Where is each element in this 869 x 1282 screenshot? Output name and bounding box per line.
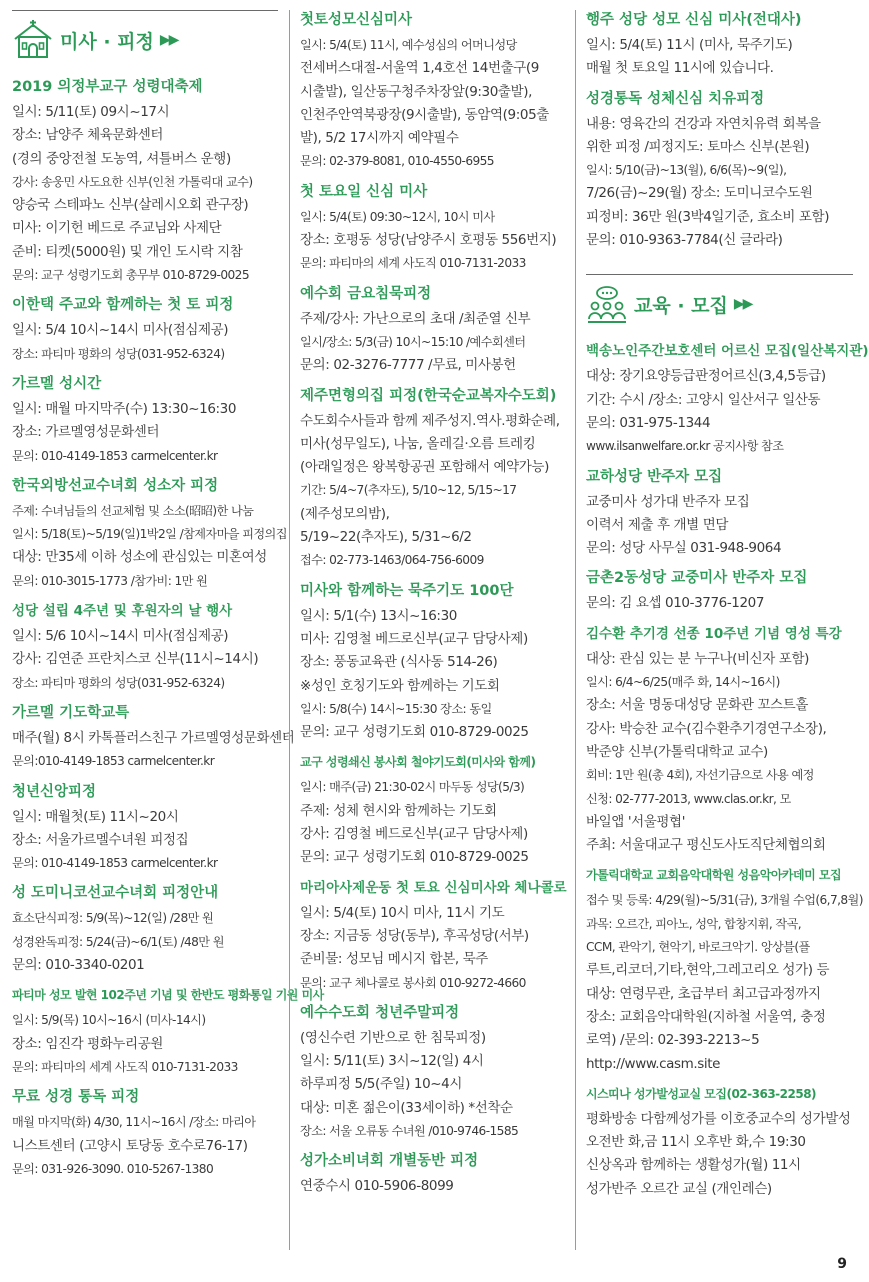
listing-title: 시스띠나 성가발성교실 모집(02-363-2258) bbox=[586, 1086, 817, 1101]
listing-item bbox=[586, 467, 853, 561]
listing-line: 문의: 성당 사무실 031-948-9064 bbox=[586, 540, 782, 557]
listing-line: 주최: 서울대교구 평신도사도직단체협의회 bbox=[586, 837, 826, 854]
listing-title: 성경통독 성체신심 치유피정 bbox=[586, 90, 765, 107]
listing-line: 문의: 031-975-1344 bbox=[586, 414, 711, 431]
listing-line: 문의: 교구 성령기도회 010-8729-0025 bbox=[300, 849, 529, 866]
listing-line: 장소: 임진각 평화누리공원 bbox=[12, 1035, 163, 1052]
column-2 bbox=[289, 10, 573, 1250]
listing-title: 성가소비녀회 개별동반 피정 bbox=[300, 1153, 479, 1170]
listing-title: 첫 토요일 신심 미사 bbox=[300, 183, 428, 200]
double-arrow-icon: ▶▶ bbox=[159, 32, 178, 48]
col3-items bbox=[586, 341, 869, 1201]
listing-line: 기간: 5/4~7(추자도), 5/10~12, 5/15~17 bbox=[300, 483, 517, 498]
listing-line: www.ilsanwelfare.or.kr 공지사항 참조 bbox=[586, 439, 784, 454]
listing-line: 피정비: 36만 원(3박4일기준, 효소비 포함) bbox=[586, 208, 830, 225]
listing-title: 성당 설립 4주년 및 후원자의 날 행사 bbox=[12, 603, 233, 620]
listing-line: 장소: 남양주 체육문화센터 bbox=[12, 127, 163, 144]
col1-items bbox=[12, 77, 324, 1181]
listing-line: 대상: 관심 있는 분 누구나(비신자 포함) bbox=[586, 650, 809, 667]
listing-line: 강사: 김연준 프란치스코 신부(11시~14시) bbox=[12, 651, 259, 668]
listing-title: 백송노인주간보호센터 어르신 모집(일산복지관) bbox=[586, 343, 869, 360]
listing-line: 일시: 매월 마지막주(수) 13:30~16:30 bbox=[12, 400, 237, 417]
listing-line: 접수: 02-773-1463/064-756-6009 bbox=[300, 553, 484, 568]
listing-item bbox=[586, 568, 853, 615]
listing-item bbox=[300, 581, 573, 745]
listing-line: 회비: 1만 원(총 4회), 자선기금으로 사용 예정 bbox=[586, 768, 814, 783]
listing-line: 장소: 파티마 평화의 성당(031-952-6324) bbox=[12, 675, 225, 690]
listing-line: 문의: 파티마의 세계 사도직 010-7131-2033 bbox=[12, 1059, 238, 1074]
listing-line: 박준양 신부(가톨릭대학교 교수) bbox=[586, 743, 768, 760]
listing-line: 일시: 5/1(수) 13시~16:30 bbox=[300, 607, 457, 624]
listing-line: 미사(성무일도), 나눔, 올레길·오름 트레킹 bbox=[300, 435, 536, 452]
listing-line: 강사: 박승찬 교수(김수환추기경연구소장), bbox=[586, 720, 827, 737]
section-title: 교육 · 모집 bbox=[634, 294, 728, 317]
listing-title: 교구 성령쇄신 봉사회 철야기도회(미사와 함께) bbox=[300, 755, 536, 770]
listing-line: 문의: 파티마의 세계 사도직 010-7131-2033 bbox=[300, 256, 526, 271]
listing-line: ※성인 호칭기도와 함께하는 기도회 bbox=[300, 677, 500, 694]
listing-title: 마리아사제운동 첫 토요 신심미사와 체나콜로 bbox=[300, 879, 567, 896]
col2-items bbox=[300, 10, 573, 1199]
listing-title: 미사와 함께하는 묵주기도 100단 bbox=[300, 582, 514, 599]
listing-item bbox=[300, 1151, 573, 1198]
listing-title: 가르멜 기도학교특 bbox=[12, 704, 130, 721]
listing-line: 장소: 서울 명동대성당 문화관 꼬스트홀 bbox=[586, 697, 808, 714]
listing-title: 예수수도회 청년주말피정 bbox=[300, 1004, 460, 1021]
listing-line: (제주성모의밤), bbox=[300, 505, 390, 522]
listing-line: 장소: 서울가르멜수녀원 피정집 bbox=[12, 831, 189, 848]
listing-title: 한국외방선교수녀회 성소자 피정 bbox=[12, 477, 219, 494]
listing-item bbox=[300, 10, 573, 174]
col3-top-items bbox=[586, 10, 853, 252]
listing-title: 행주 성당 성모 신심 미사(전대사) bbox=[586, 12, 802, 28]
listing-line: 양승국 스테파노 신부(살레시오회 관구장) bbox=[12, 197, 249, 214]
listing-line: 대상: 장기요양등급판정어르신(3,4,5등급) bbox=[586, 368, 826, 385]
listing-line: 주제: 수녀님들의 선교체험 및 소소(昭昭)한 나눔 bbox=[12, 503, 254, 518]
listing-line: 매월 첫 토요일 11시에 있습니다. bbox=[586, 60, 774, 77]
listing-line: 일시: 5/6 10시~14시 미사(점심제공) bbox=[12, 628, 229, 645]
listing-line: 장소: 파티마 평화의 성당(031-952-6324) bbox=[12, 346, 225, 361]
column-1 bbox=[6, 10, 324, 1250]
listing-item bbox=[12, 703, 295, 774]
listing-item bbox=[586, 89, 853, 253]
listing-line: 루트,리코더,기타,현악,그레고리오 성가) 등 bbox=[586, 962, 830, 979]
listing-line: (경의 중앙전철 도농역, 셔틀버스 운행) bbox=[12, 150, 231, 167]
listing-line: 일시: 5/11(토) 3시~12(일) 4시 bbox=[300, 1053, 484, 1070]
listing-item bbox=[12, 883, 278, 977]
listing-line: 문의: 031-926-3090. 010-5267-1380 bbox=[12, 1161, 214, 1176]
listing-line: http://www.casm.site bbox=[586, 1055, 721, 1072]
listing-title: 첫토성모신심미사 bbox=[300, 12, 413, 28]
listing-item bbox=[300, 386, 573, 573]
listing-line: 일시: 5/4(토) 11시 (미사, 묵주기도) bbox=[586, 37, 793, 53]
listing-line: 일시: 5/11(토) 09시~17시 bbox=[12, 104, 170, 120]
listing-line: 일시: 5/4(토) 11시, 예수성심의 어머니성당 bbox=[300, 38, 517, 52]
listing-item bbox=[12, 374, 278, 468]
listing-title: 가톨릭대학교 교회음악대학원 성음악아카데미 모집 bbox=[586, 868, 842, 883]
listing-item bbox=[12, 985, 324, 1079]
listing-line: 미사: 김영철 베드로신부(교구 담당사제) bbox=[300, 630, 528, 647]
spacer bbox=[586, 260, 853, 274]
listing-line: 일시: 6/4~6/25(매주 화, 14시~16시) bbox=[586, 675, 780, 690]
listing-line: 성가반주 오르간 교실 (개인레슨) bbox=[586, 1180, 772, 1197]
double-arrow-icon: ▶▶ bbox=[733, 296, 752, 313]
listing-line: 문의: 010-4149-1853 carmelcenter.kr bbox=[12, 856, 218, 871]
listing-line: 일시: 매월첫(토) 11시~20시 bbox=[12, 808, 179, 825]
listing-line: 위한 피정 /피정지도: 토마스 신부(본원) bbox=[586, 138, 810, 155]
listing-item bbox=[12, 295, 278, 366]
listing-title: 청년신앙피정 bbox=[12, 783, 97, 800]
listing-line: 대상: 미혼 젊은이(33세이하) *선착순 bbox=[300, 1099, 513, 1116]
listing-item bbox=[300, 284, 573, 378]
listing-title: 2019 의정부교구 성령대축제 bbox=[12, 79, 203, 95]
listing-line: 수도회수사들과 함께 제주성지.역사.평화순례, bbox=[300, 412, 560, 429]
listing-line: 오전반 화,금 11시 오후반 화,수 19:30 bbox=[586, 1134, 806, 1151]
listing-line: 문의: 교구 성령기도회 010-8729-0025 bbox=[300, 724, 529, 741]
listing-item bbox=[12, 782, 278, 876]
listing-line: (아래일정은 왕복항공권 포함해서 예약가능) bbox=[300, 459, 549, 476]
listing-line: 발), 5/2 17시까지 예약필수 bbox=[300, 130, 459, 147]
listing-line: 주제/강사: 가난으로의 초대 /최준열 신부 bbox=[300, 310, 531, 327]
listing-title: 무료 성경 통독 피정 bbox=[12, 1089, 140, 1106]
listing-line: 주제: 성체 현시와 함께하는 기도회 bbox=[300, 802, 497, 819]
listing-title: 금촌2동성당 교중미사 반주자 모집 bbox=[586, 570, 808, 587]
listing-line: 7/26(금)~29(월) 장소: 도미니코수도원 bbox=[586, 185, 813, 202]
listing-line: 효소단식피정: 5/9(목)~12(일) /28만 원 bbox=[12, 911, 214, 926]
section-header-mass-retreat bbox=[12, 10, 278, 63]
listing-line: 매주(월) 8시 카톡플러스친구 가르멜영성문화센터 bbox=[12, 729, 295, 746]
listing-item bbox=[12, 1087, 278, 1181]
listing-item bbox=[300, 752, 573, 869]
listing-line: 문의: 010-9363-7784(신 글라라) bbox=[586, 232, 783, 249]
listing-line: 문의: 010-3340-0201 bbox=[12, 957, 145, 974]
listing-line: 연중수시 010-5906-8099 bbox=[300, 1178, 454, 1195]
listing-item bbox=[12, 476, 287, 593]
listing-line: 장소: 호평동 성당(남양주시 호평동 556번지) bbox=[300, 232, 557, 249]
listing-line: 전세버스대절-서울역 1,4호선 14번출구(9 bbox=[300, 60, 539, 77]
listing-line: 성경완독피정: 5/24(금)~6/1(토) /48만 원 bbox=[12, 934, 224, 949]
listing-line: 매월 마지막(화) 4/30, 11시~16시 /장소: 마리아 bbox=[12, 1115, 256, 1130]
listing-line: 신상옥과 함께하는 생활성가(월) 11시 bbox=[586, 1157, 801, 1174]
listing-item bbox=[300, 878, 573, 995]
listing-line: 신청: 02-777-2013, www.clas.or.kr, 모 bbox=[586, 791, 791, 806]
listing-line: 일시: 5/4 10시~14시 미사(점심제공) bbox=[12, 322, 229, 339]
listing-title: 교하성당 반주자 모집 bbox=[586, 468, 723, 485]
listing-item bbox=[586, 10, 853, 81]
column-3 bbox=[575, 10, 869, 1250]
listing-line: 미사: 이기헌 베드로 주교님와 사제단 bbox=[12, 220, 222, 237]
listing-line: 문의: 김 요셉 010-3776-1207 bbox=[586, 595, 765, 612]
listing-line: (영신수련 기반으로 한 침묵피정) bbox=[300, 1029, 486, 1046]
listing-line: 접수 및 등록: 4/29(월)~5/31(금), 3개월 수업(6,7,8월) bbox=[586, 893, 863, 908]
listing-line: 바일앱 '서울평협' bbox=[586, 813, 686, 830]
listing-line: 장소: 교회음악대학원(지하철 서울역, 충정 bbox=[586, 1008, 826, 1025]
listing-line: 하루피정 5/5(주일) 10~4시 bbox=[300, 1076, 463, 1093]
listing-line: 평화방송 다함께성가를 이호중교수의 성가발성 bbox=[586, 1110, 851, 1127]
listing-line: 문의:010-4149-1853 carmelcenter.kr bbox=[12, 754, 215, 769]
listing-line: 시출발), 일산동구청주차장앞(9:30출발), bbox=[300, 83, 532, 100]
listing-line: 과목: 오르간, 피아노, 성악, 합창지휘, 작곡, bbox=[586, 916, 802, 931]
listing-item bbox=[586, 624, 853, 858]
listing-item bbox=[586, 341, 869, 458]
listing-line: 장소: 서울 오류동 수녀원 /010-9746-1585 bbox=[300, 1123, 519, 1138]
listing-line: 문의: 교구 성령기도회 총무부 010-8729-0025 bbox=[12, 268, 249, 283]
listing-title: 제주면형의집 피정(한국순교복자수도회) bbox=[300, 387, 557, 404]
listing-line: 일시: 5/10(금)~13(월), 6/6(목)~9(일), bbox=[586, 163, 787, 178]
listing-item bbox=[300, 1003, 573, 1143]
listing-item bbox=[12, 77, 278, 287]
church-icon bbox=[12, 19, 54, 61]
listing-title: 이한택 주교와 함께하는 첫 토 피정 bbox=[12, 297, 234, 314]
listing-line: CCM, 관악기, 현악기, 바로크악기. 앙상블(플 bbox=[586, 940, 810, 955]
section-title: 미사 · 피정 bbox=[60, 30, 154, 53]
listing-item bbox=[12, 601, 278, 695]
group-meeting-icon bbox=[586, 283, 628, 325]
listing-line: 장소: 가르멜영성문화센터 bbox=[12, 424, 160, 441]
listing-line: 문의: 010-4149-1853 carmelcenter.kr bbox=[12, 448, 218, 463]
listing-line: 문의: 02-379-8081, 010-4550-6955 bbox=[300, 154, 494, 169]
listing-line: 내용: 영육간의 건강과 자연치유력 회복을 bbox=[586, 115, 821, 132]
listing-line: 준비: 티켓(5000원) 및 개인 도시락 지참 bbox=[12, 243, 243, 260]
listing-line: 5/19~22(추자도), 5/31~6/2 bbox=[300, 529, 472, 546]
listing-line: 니스트센터 (고양시 토당동 호수로76-17) bbox=[12, 1137, 248, 1154]
listing-title: 파티마 성모 발현 102주년 기념 및 한반도 평화통일 기원 미사 bbox=[12, 988, 324, 1003]
listing-line: 인천주안역북광장(9시출발), 동암역(9:05출 bbox=[300, 106, 549, 123]
listing-line: 장소: 풍동교육관 (식사동 514-26) bbox=[300, 654, 498, 671]
section-header-education bbox=[586, 274, 853, 327]
page-number: 9 bbox=[837, 1256, 847, 1272]
listing-line: 강사: 김영철 베드로신부(교구 담당사제) bbox=[300, 826, 528, 843]
listing-line: 강사: 송웅민 사도요한 신부(인천 가톨릭대 교수) bbox=[12, 174, 253, 189]
listing-line: 이력서 제출 후 개별 면담 bbox=[586, 516, 728, 533]
listing-line: 문의: 교구 체나콜로 봉사회 010-9272-4660 bbox=[300, 975, 526, 990]
listing-title: 가르멜 성시간 bbox=[12, 375, 102, 392]
listing-line: 일시: 매주(금) 21:30-02시 마두동 성당(5/3) bbox=[300, 780, 525, 795]
listing-line: 기간: 수시 /장소: 고양시 일산서구 일산동 bbox=[586, 391, 821, 408]
listing-line: 일시: 5/9(목) 10시~16시 (미사-14시) bbox=[12, 1013, 206, 1028]
listing-title: 김수환 추기경 선종 10주년 기념 영성 특강 bbox=[586, 625, 842, 642]
listing-line: 문의: 010-3015-1773 /참가비: 1만 원 bbox=[12, 573, 208, 588]
listing-line: 장소: 지금동 성당(동부), 후곡성당(서부) bbox=[300, 927, 529, 944]
listing-line: 대상: 만35세 이하 성소에 관심있는 미혼여성 bbox=[12, 549, 267, 566]
listing-item bbox=[586, 865, 863, 1075]
listing-title: 성 도미니코선교수녀회 피정안내 bbox=[12, 885, 219, 902]
listing-line: 일시/장소: 5/3(금) 10시~15:10 /예수회센터 bbox=[300, 334, 526, 349]
listing-line: 대상: 연령무관, 초급부터 최고급과정까지 bbox=[586, 985, 821, 1002]
listing-line: 일시: 5/4(토) 09:30~12시, 10시 미사 bbox=[300, 209, 495, 224]
listing-line: 로역) /문의: 02-393-2213~5 bbox=[586, 1032, 760, 1049]
listing-line: 문의: 02-3276-7777 /무료, 미사봉헌 bbox=[300, 357, 516, 374]
listing-line: 일시: 5/8(수) 14시~15:30 장소: 동일 bbox=[300, 701, 492, 716]
listing-title: 예수회 금요침묵피정 bbox=[300, 285, 432, 302]
listing-line: 준비물: 성모님 메시지 합본, 묵주 bbox=[300, 951, 488, 968]
listing-item bbox=[300, 182, 573, 276]
listing-line: 일시: 5/4(토) 10시 미사, 11시 기도 bbox=[300, 904, 505, 921]
listing-line: 일시: 5/18(토)~5/19(일)1박2일 /참제자마을 피정의집 bbox=[12, 527, 287, 542]
listing-line: 교중미사 성가대 반주자 모집 bbox=[586, 493, 750, 510]
listing-item bbox=[586, 1084, 853, 1201]
